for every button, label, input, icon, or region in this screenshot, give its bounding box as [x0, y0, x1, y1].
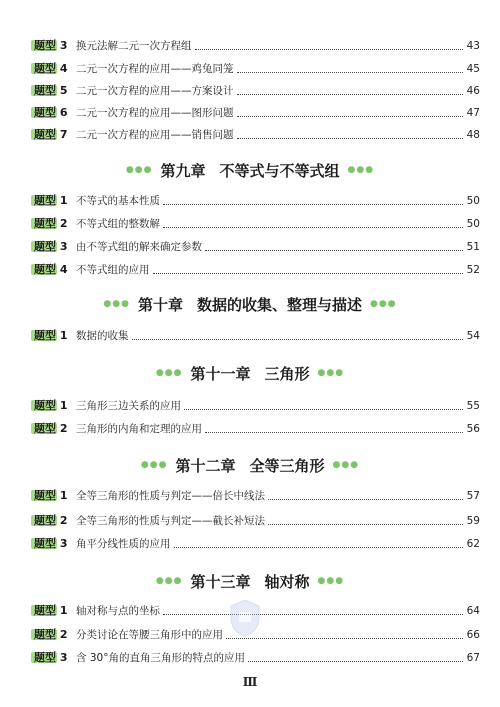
item-page: 66 [466, 629, 480, 641]
chapter-name: 全等三角形 [249, 456, 325, 475]
toc-item[interactable] [34, 192, 480, 210]
item-title: 由不等式组的解来确定参数 [76, 241, 202, 253]
item-page: 52 [466, 264, 480, 276]
watermark-shield-icon [228, 598, 262, 638]
item-tag: 题型 4 [34, 263, 68, 276]
item-title: 三角形三边关系的应用 [76, 400, 181, 412]
chapter-deco-icon: ●●● [332, 460, 360, 470]
chapter-deco-icon: ●●● [370, 299, 397, 309]
chapter-deco-icon: ●●● [347, 165, 375, 175]
item-tag: 题型 5 [34, 84, 68, 97]
item-tag: 题型 6 [34, 106, 68, 119]
item-page: 55 [466, 400, 480, 412]
chapter-deco-icon: ●●● [140, 460, 168, 470]
item-tag: 题型 1 [34, 399, 68, 412]
item-page: 56 [466, 423, 480, 435]
leader-dots [248, 661, 463, 662]
chapter-deco-icon: ●●● [317, 576, 345, 586]
item-title: 全等三角形的性质与判定——倍长中线法 [76, 490, 265, 502]
item-tag: 题型 3 [34, 651, 68, 664]
item-page: 67 [466, 652, 480, 664]
item-title: 角平分线性质的应用 [76, 538, 171, 550]
leader-dots [268, 524, 463, 525]
item-tag: 题型 2 [34, 422, 68, 435]
item-title: 全等三角形的性质与判定——截长补短法 [76, 515, 265, 527]
toc-item[interactable] [34, 215, 480, 233]
leader-dots [195, 49, 464, 50]
chapter-number: 第十一章 [190, 364, 251, 383]
item-title: 二元一次方程的应用——方案设计 [76, 85, 234, 97]
item-title: 三角形的内角和定理的应用 [76, 423, 202, 435]
item-tag: 题型 2 [34, 217, 68, 230]
chapter-heading [0, 159, 500, 181]
item-page: 43 [466, 40, 480, 52]
item-page: 47 [466, 107, 480, 119]
chapter-heading [0, 570, 500, 592]
chapter-number: 第十三章 [190, 572, 251, 591]
leader-dots [205, 432, 463, 433]
item-tag: 题型 7 [34, 128, 68, 141]
toc-item[interactable] [34, 420, 480, 438]
leader-dots [268, 499, 463, 500]
leader-dots [163, 614, 463, 615]
chapter-number: 第十章 [137, 295, 183, 314]
toc-item[interactable] [34, 512, 480, 530]
toc-item[interactable] [34, 397, 480, 415]
chapter-heading [0, 454, 500, 476]
toc-item[interactable] [34, 649, 480, 667]
toc-item[interactable] [34, 60, 480, 78]
chapter-heading [0, 293, 500, 315]
item-title: 二元一次方程的应用——鸡兔同笼 [76, 63, 234, 75]
page-number: Ⅲ [242, 675, 258, 689]
item-page: 62 [466, 538, 480, 550]
item-page: 50 [466, 218, 480, 230]
item-page: 59 [466, 515, 480, 527]
item-page: 51 [466, 241, 480, 253]
item-page: 48 [466, 129, 480, 141]
toc-item[interactable] [34, 261, 480, 279]
toc-item[interactable] [34, 126, 480, 144]
chapter-deco-icon: ●●● [317, 368, 345, 378]
toc-item[interactable] [34, 82, 480, 100]
leader-dots [237, 116, 464, 117]
item-tag: 题型 2 [34, 514, 68, 527]
item-tag: 题型 1 [34, 194, 68, 207]
toc-item[interactable] [34, 535, 480, 553]
item-title: 不等式组的整数解 [76, 218, 160, 230]
leader-dots [163, 227, 463, 228]
chapter-heading [0, 362, 500, 384]
item-title: 不等式组的应用 [76, 264, 150, 276]
item-tag: 题型 3 [34, 39, 68, 52]
chapter-name: 数据的收集、整理与描述 [197, 295, 363, 314]
leader-dots [163, 204, 463, 205]
leader-dots [132, 339, 464, 340]
item-tag: 题型 1 [34, 604, 68, 617]
chapter-deco-icon: ●●● [125, 165, 153, 175]
chapter-name: 不等式与不等式组 [219, 161, 340, 180]
chapter-deco-icon: ●●● [155, 576, 183, 586]
item-tag: 题型 2 [34, 628, 68, 641]
toc-item[interactable] [34, 37, 480, 55]
item-page: 57 [466, 490, 480, 502]
toc-item[interactable] [34, 104, 480, 122]
item-title: 二元一次方程的应用——图形问题 [76, 107, 234, 119]
leader-dots [184, 409, 463, 410]
chapter-number: 第十二章 [175, 456, 236, 475]
item-page: 46 [466, 85, 480, 97]
toc-item[interactable] [34, 238, 480, 256]
leader-dots [237, 138, 464, 139]
item-page: 64 [466, 605, 480, 617]
item-title: 换元法解二元一次方程组 [76, 40, 192, 52]
item-title: 二元一次方程的应用——销售问题 [76, 129, 234, 141]
leader-dots [174, 547, 464, 548]
item-page: 54 [466, 330, 480, 342]
item-tag: 题型 3 [34, 537, 68, 550]
leader-dots [237, 94, 464, 95]
item-tag: 题型 1 [34, 489, 68, 502]
leader-dots [153, 273, 464, 274]
toc-item[interactable] [34, 327, 480, 345]
item-title: 分类讨论在等腰三角形中的应用 [76, 629, 223, 641]
item-tag: 题型 1 [34, 329, 68, 342]
item-title: 含 30°角的直角三角形的特点的应用 [76, 652, 245, 664]
item-page: 45 [466, 63, 480, 75]
item-page: 50 [466, 195, 480, 207]
item-title: 轴对称与点的坐标 [76, 605, 160, 617]
chapter-name: 三角形 [264, 364, 310, 383]
leader-dots [237, 72, 464, 73]
item-tag: 题型 4 [34, 62, 68, 75]
item-title: 不等式的基本性质 [76, 195, 160, 207]
leader-dots [205, 250, 463, 251]
chapter-deco-icon: ●●● [103, 299, 130, 309]
chapter-number: 第九章 [160, 161, 206, 180]
toc-item[interactable] [34, 487, 480, 505]
item-tag: 题型 3 [34, 240, 68, 253]
chapter-deco-icon: ●●● [155, 368, 183, 378]
chapter-name: 轴对称 [264, 572, 310, 591]
item-title: 数据的收集 [76, 330, 129, 342]
